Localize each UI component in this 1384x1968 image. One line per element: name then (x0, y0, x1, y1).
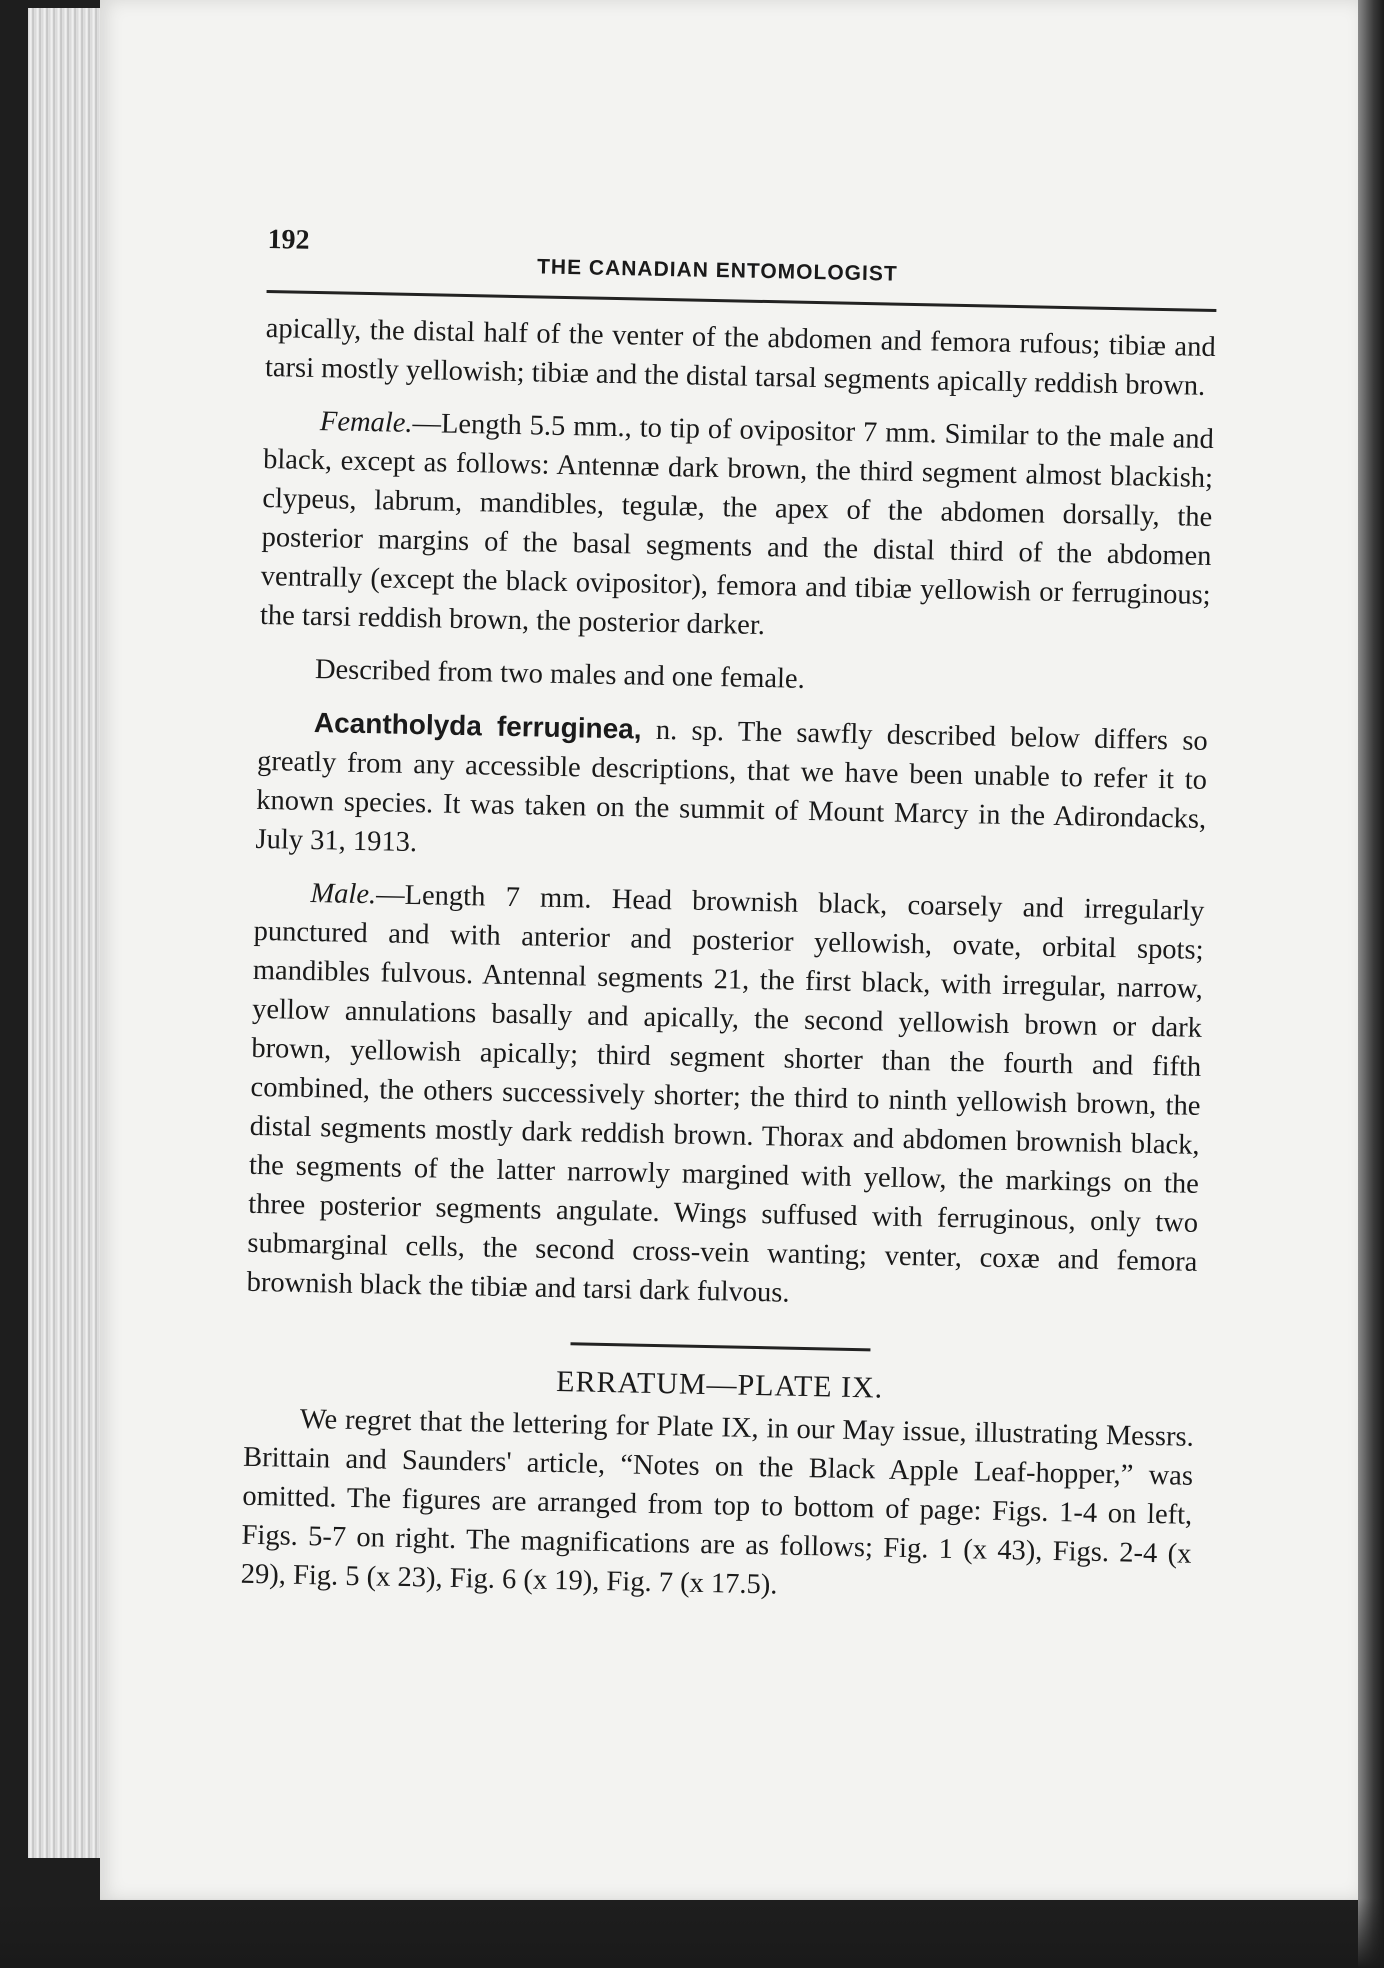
species-intro: n. sp. The sawfly described below differs so greatly from any accessible descriptions, that we have been unable to refer it to known species. It was taken on the summit of Mount Marcy in the Adirondacks, July 31, 1913. (255, 714, 1209, 859)
paragraph-male (246, 873, 1204, 1321)
header-rule (267, 290, 1217, 312)
species-name: Acantholyda ferruginea, (313, 707, 642, 745)
paragraph-continued: apically, the distal half of the venter of the abdomen and femora rufous; tibiæ and tarsi mostly yellowish; tibiæ and the distal tarsal segments apically reddish brown. (264, 312, 1216, 402)
bottom-shadow (0, 1898, 1384, 1968)
female-label: Female. (319, 406, 413, 439)
erratum-text: We regret that the lettering for Plate IX, in our May issue, illustrating Messrs. Brittain and Saunders' article, “Notes on the Black Apple Leaf-hopper,” was omitted. The figures are arranged from top to bottom of page: Figs. 1-4 on left, Figs. 5-7 on right. The magnifications are as follows; Fig. 1 (x 43), Figs. 2-4 (x 29), Fig. 5 (x 23), Fig. 6 (x 19), Fig. 7 (x 17.5). (240, 1403, 1195, 1601)
book-spine (1358, 0, 1384, 1968)
male-description: —Length 7 mm. Head brownish black, coarsely and irregularly punctured and with anterior and posterior yellowish, ovate, orbital spots; mandibles fulvous. Antennal segments 21, the first black, with irregular, narrow, yellow annulations basally and apically, the second yellowish brown or dark brown, yellowish apically; third segment shorter than the fourth and fifth combined, the others successively shorter; the third to ninth yellowish brown, the distal segments mostly dark reddish brown. Thorax and abdomen brownish black, the segments of the latter narrowly margined with yellow, the markings on the three posterior segments angulate. Wings suffused with ferruginous, only two submarginal cells, the second cross-vein wanting; venter, coxæ and femora brownish black the tibiæ and tarsi dark fulvous. (246, 879, 1205, 1309)
journal-title: THE CANADIAN ENTOMOLOGIST (536, 255, 898, 286)
female-description: —Length 5.5 mm., to tip of ovipositor 7 mm. Similar to the male and black, except as follows: Antennæ dark brown, the third segment almost blackish; clypeus, labrum, mandibles, tegulæ, the apex of the abdomen dorsally, the posterior margins of the basal segments and the distal third of the abdomen ventrally (except the black ovipositor), femora and tibiæ yellowish or ferruginous; the tarsi reddish brown, the posterior darker. (259, 407, 1215, 642)
paragraph-species (255, 702, 1208, 878)
male-label: Male. (310, 877, 377, 911)
page-content (240, 220, 1217, 1613)
paragraph-described-from: Described from two males and one female. (314, 654, 806, 695)
paragraph-female (260, 401, 1215, 654)
erratum-title: ERRATUM—PLATE IX. (555, 1365, 884, 1405)
section-divider (570, 1342, 870, 1351)
page-number: 192 (267, 223, 310, 256)
